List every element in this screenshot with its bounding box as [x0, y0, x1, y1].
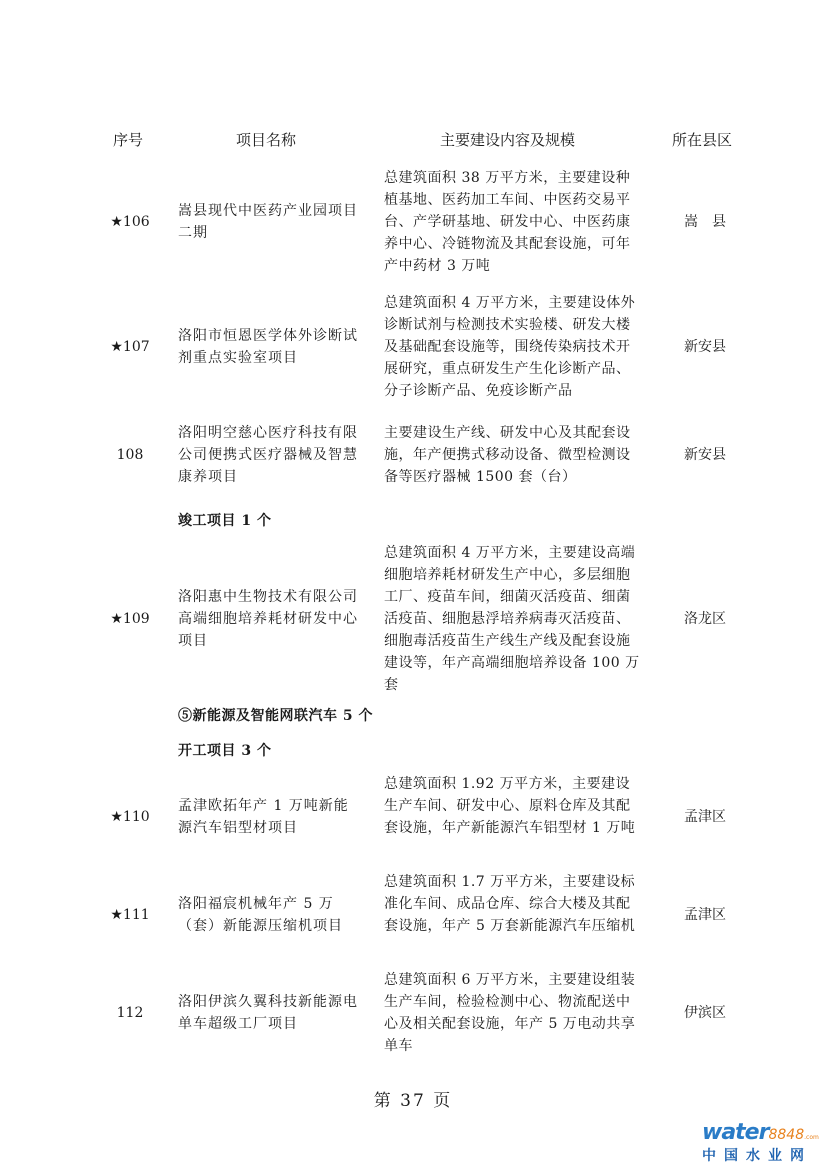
row-112-content: 总建筑面积 6 万平方米，主要建设组装生产车间，检验检测中心、物流配送中心及相关配套设施，年产 5 万电动共享单车	[384, 972, 636, 1054]
row-108-content: 主要建设生产线、研发中心及其配套设施，年产便携式移动设备、微型检测设备等医疗器械 1500 套（台）	[384, 425, 631, 485]
row-107-content: 总建筑面积 4 万平方米，主要建设体外诊断试剂与检测技术实验楼、研发大楼及基础配套设施等，围绕传染病技术开展研究，重点研发生产生化诊断产品、分子诊断产品、免疫诊断产品	[384, 295, 636, 399]
row-108-name: 洛阳明空慈心医疗科技有限公司便携式医疗器械及智慧康养项目	[178, 425, 358, 485]
row-106-no: ★106	[110, 214, 150, 230]
header-no: 序号	[112, 131, 143, 149]
row-112-county: 伊滨区	[684, 1005, 726, 1021]
row-111-no: ★111	[110, 907, 150, 923]
row-112-no: 112	[116, 1005, 144, 1021]
header-name: 项目名称	[236, 131, 297, 149]
row-109-no: ★109	[110, 611, 150, 627]
row-111-content: 总建筑面积 1.7 万平方米，主要建设标准化车间、成品仓库、综合大楼及其配套设施，年产 5 万套新能源汽车压缩机	[384, 874, 636, 934]
row-107-name: 洛阳市恒恩医学体外诊断试剂重点实验室项目	[178, 328, 358, 366]
section-completed: 竣工项目 1 个	[178, 513, 272, 529]
row-111-name: 洛阳福宸机械年产 5 万（套）新能源压缩机项目	[178, 896, 343, 934]
page-number: 第 37 页	[373, 1091, 453, 1111]
row-108-no: 108	[116, 447, 144, 463]
logo-com-text: .com	[804, 1134, 819, 1141]
row-111-county: 孟津区	[684, 907, 726, 923]
logo-number-text: 8848	[768, 1127, 805, 1143]
row-107-no: ★107	[110, 339, 150, 355]
row-107-county: 新安县	[684, 339, 726, 355]
header-content: 主要建设内容及规模	[440, 131, 576, 149]
row-110-no: ★110	[110, 809, 150, 825]
logo-chinese-text: 中国水业网	[702, 1148, 812, 1164]
row-109-name: 洛阳惠中生物技术有限公司高端细胞培养耗材研发中心项目	[178, 589, 358, 649]
header-county: 所在县区	[672, 131, 733, 149]
row-110-county: 孟津区	[684, 809, 726, 825]
row-109-county: 洛龙区	[684, 611, 726, 627]
row-106-name: 嵩县现代中医药产业园项目二期	[178, 203, 358, 241]
row-106-county: 嵩 县	[684, 214, 726, 230]
row-106-content: 总建筑面积 38 万平方米，主要建设种植基地、医药加工车间、中医药交易平台、产学研基地、研发中心、中医药康养中心、冷链物流及其配套设施，可年产中药材 3 万吨	[384, 170, 631, 274]
row-108-county: 新安县	[684, 447, 726, 463]
row-112-name: 洛阳伊滨久翼科技新能源电单车超级工厂项目	[178, 994, 358, 1032]
section-nev: ⑤新能源及智能网联汽车 5 个	[178, 708, 373, 724]
section-started: 开工项目 3 个	[178, 743, 272, 759]
row-109-content: 总建筑面积 4 万平方米，主要建设高端细胞培养耗材研发生产中心，多层细胞工厂、疫苗车间，细菌灭活疫苗、细菌活疫苗、细胞悬浮培养病毒灭活疫苗、细胞毒活疫苗生产线生产线及配套设施建设等，年产高端细胞培养设备 100 万套	[384, 545, 640, 693]
watermark-logo	[702, 1120, 820, 1164]
logo-water-text: water	[702, 1120, 769, 1145]
row-110-name: 孟津欧拓年产 1 万吨新能源汽车铝型材项目	[178, 798, 349, 836]
row-110-content: 总建筑面积 1.92 万平方米，主要建设生产车间、研发中心、原料仓库及其配套设施，年产新能源汽车铝型材 1 万吨	[384, 776, 636, 836]
